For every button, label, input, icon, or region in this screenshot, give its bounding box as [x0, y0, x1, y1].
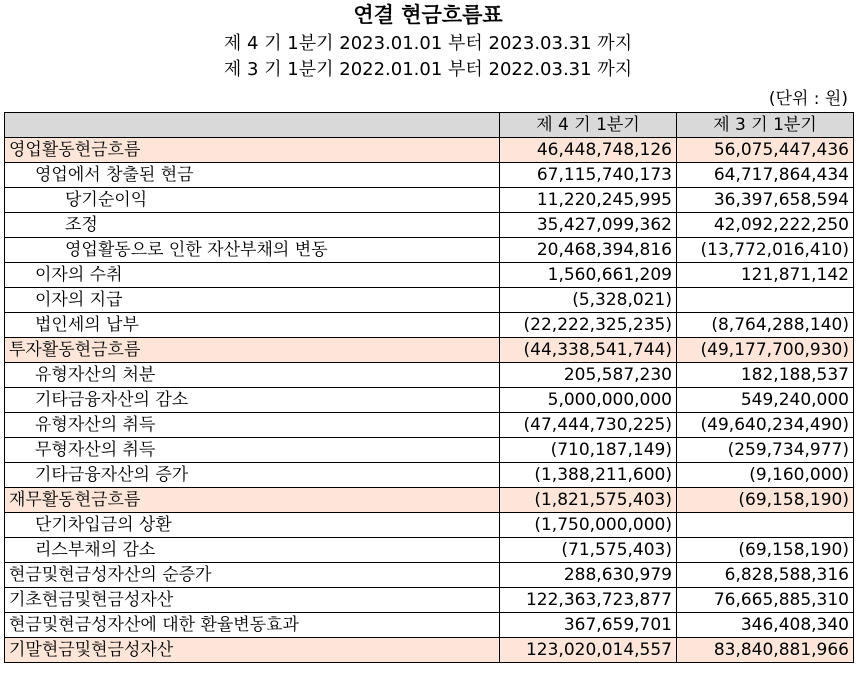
table-row — [5, 338, 854, 363]
table-row — [5, 188, 854, 213]
row-label: 무형자산의 취득 — [5, 438, 500, 463]
previous-period-value — [677, 288, 854, 313]
table-row — [5, 513, 854, 538]
current-period-value: 123,020,014,557 — [500, 638, 677, 663]
previous-period-value: (69,158,190) — [677, 538, 854, 563]
row-label: 유형자산의 처분 — [5, 363, 500, 388]
row-label: 현금및현금성자산의 순증가 — [5, 563, 500, 588]
row-label: 현금및현금성자산에 대한 환율변동효과 — [5, 613, 500, 638]
row-label: 재무활동현금흐름 — [5, 488, 500, 513]
row-label: 영업활동현금흐름 — [5, 138, 500, 163]
current-period-value: 67,115,740,173 — [500, 163, 677, 188]
current-period-value: (1,750,000,000) — [500, 513, 677, 538]
table-row — [5, 288, 854, 313]
table-row — [5, 563, 854, 588]
previous-period-value — [677, 513, 854, 538]
current-period-value: (71,575,403) — [500, 538, 677, 563]
unit-label: (단위 : 원) — [768, 89, 848, 109]
previous-period-value: (69,158,190) — [677, 488, 854, 513]
table-row — [5, 463, 854, 488]
row-label: 이자의 지급 — [5, 288, 500, 313]
current-period-value: (22,222,325,235) — [500, 313, 677, 338]
row-label: 리스부채의 감소 — [5, 538, 500, 563]
previous-period-value: 42,092,222,250 — [677, 213, 854, 238]
row-label: 조정 — [5, 213, 500, 238]
previous-period-value: 76,665,885,310 — [677, 588, 854, 613]
previous-period-value: (9,160,000) — [677, 463, 854, 488]
table-row — [5, 213, 854, 238]
current-period-value: (1,821,575,403) — [500, 488, 677, 513]
previous-period-value: 56,075,447,436 — [677, 138, 854, 163]
table-row — [5, 163, 854, 188]
current-period-value: (47,444,730,225) — [500, 413, 677, 438]
cash-flow-table — [4, 112, 854, 663]
previous-period-value: (8,764,288,140) — [677, 313, 854, 338]
previous-period-value: (13,772,016,410) — [677, 238, 854, 263]
row-label: 기초현금및현금성자산 — [5, 588, 500, 613]
current-period-value: 11,220,245,995 — [500, 188, 677, 213]
table-row — [5, 388, 854, 413]
current-period-value: 46,448,748,126 — [500, 138, 677, 163]
table-row — [5, 488, 854, 513]
table-header-row — [5, 113, 854, 138]
table-row — [5, 638, 854, 663]
current-period-value: 122,363,723,877 — [500, 588, 677, 613]
header-account — [5, 113, 500, 138]
current-period-value: (5,328,021) — [500, 288, 677, 313]
previous-period-value: 36,397,658,594 — [677, 188, 854, 213]
row-label: 기말현금및현금성자산 — [5, 638, 500, 663]
table-row — [5, 588, 854, 613]
previous-period-value: 6,828,588,316 — [677, 563, 854, 588]
current-period-value: 20,468,394,816 — [500, 238, 677, 263]
previous-period-value: (49,640,234,490) — [677, 413, 854, 438]
table-row — [5, 313, 854, 338]
previous-period-value: (259,734,977) — [677, 438, 854, 463]
table-row — [5, 613, 854, 638]
table-row — [5, 238, 854, 263]
table-row — [5, 263, 854, 288]
table-row — [5, 138, 854, 163]
row-label: 이자의 수취 — [5, 263, 500, 288]
row-label: 유형자산의 취득 — [5, 413, 500, 438]
current-period-value: (44,338,541,744) — [500, 338, 677, 363]
report-title: 연결 현금흐름표 — [353, 3, 503, 27]
current-period-value: 35,427,099,362 — [500, 213, 677, 238]
header-current-period: 제 4 기 1분기 — [500, 113, 677, 138]
table-row — [5, 438, 854, 463]
previous-period-value: 64,717,864,434 — [677, 163, 854, 188]
current-period-value: 288,630,979 — [500, 563, 677, 588]
row-label: 법인세의 납부 — [5, 313, 500, 338]
current-period-value: (1,388,211,600) — [500, 463, 677, 488]
header-previous-period: 제 3 기 1분기 — [677, 113, 854, 138]
current-period-value: (710,187,149) — [500, 438, 677, 463]
row-label: 당기순이익 — [5, 188, 500, 213]
previous-period-value: (49,177,700,930) — [677, 338, 854, 363]
table-row — [5, 538, 854, 563]
row-label: 기타금융자산의 감소 — [5, 388, 500, 413]
previous-period-value: 549,240,000 — [677, 388, 854, 413]
row-label: 단기차입금의 상환 — [5, 513, 500, 538]
table-row — [5, 363, 854, 388]
period-current: 제 4 기 1분기 2023.01.01 부터 2023.03.31 까지 — [223, 33, 633, 54]
row-label: 기타금융자산의 증가 — [5, 463, 500, 488]
previous-period-value: 346,408,340 — [677, 613, 854, 638]
current-period-value: 205,587,230 — [500, 363, 677, 388]
period-previous: 제 3 기 1분기 2022.01.01 부터 2022.03.31 까지 — [223, 59, 633, 80]
current-period-value: 5,000,000,000 — [500, 388, 677, 413]
row-label: 영업에서 창출된 현금 — [5, 163, 500, 188]
current-period-value: 367,659,701 — [500, 613, 677, 638]
table-row — [5, 413, 854, 438]
previous-period-value: 83,840,881,966 — [677, 638, 854, 663]
table-body — [5, 138, 854, 663]
previous-period-value: 182,188,537 — [677, 363, 854, 388]
row-label: 투자활동현금흐름 — [5, 338, 500, 363]
current-period-value: 1,560,661,209 — [500, 263, 677, 288]
row-label: 영업활동으로 인한 자산부채의 변동 — [5, 238, 500, 263]
previous-period-value: 121,871,142 — [677, 263, 854, 288]
